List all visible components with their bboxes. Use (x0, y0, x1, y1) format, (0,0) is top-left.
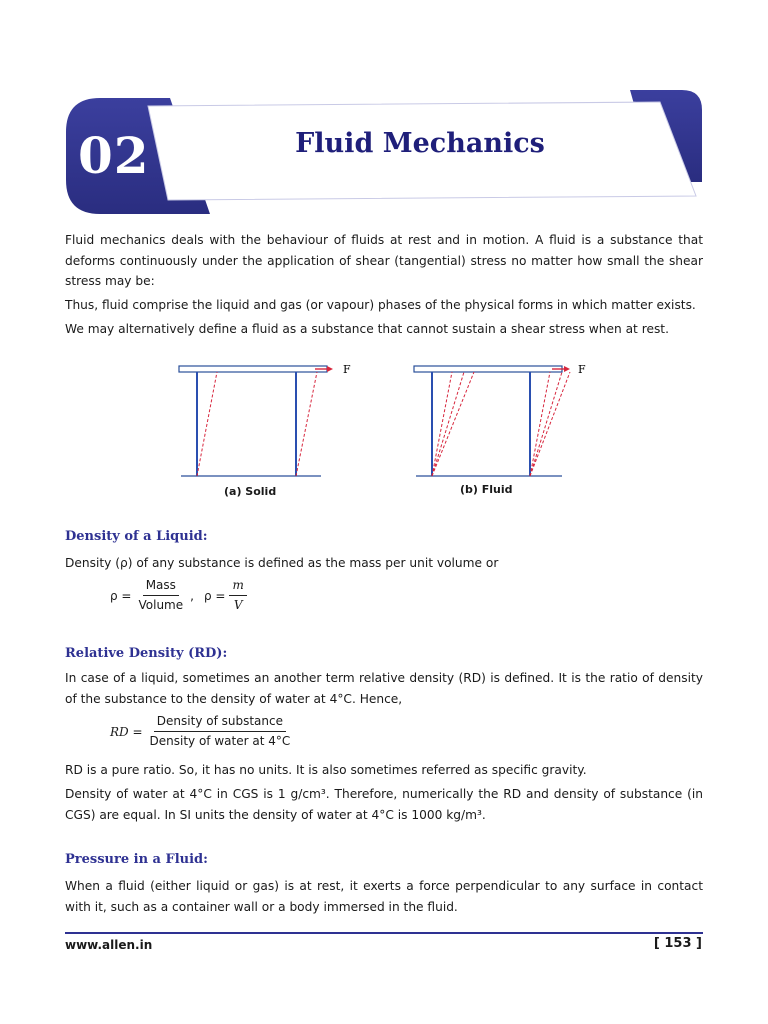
relative-density-formula (110, 714, 293, 749)
rd-lhs: RD = (110, 724, 143, 739)
density-text: Density (ρ) of any substance is defined as the mass per unit volume or (65, 556, 499, 570)
formula-separator: , (190, 588, 194, 603)
fluid-shear-diagram (410, 360, 595, 485)
rho-symbol-2: ρ = (203, 588, 226, 603)
density-heading: Density of a Liquid: (65, 529, 208, 544)
solid-shear-diagram (175, 360, 360, 485)
chapter-number: 02 (78, 126, 150, 185)
force-label-a: F (343, 363, 351, 376)
rd-note: RD is a pure ratio. So, it has no units. It is also sometimes referred as specific gravity. (65, 763, 587, 777)
intro-paragraph-1: Fluid mechanics deals with the behaviour of fluids at rest and in motion. A fluid is a substance that deforms continuously under the application of shear (tangential) stress no matter how small the shear stress may be: (65, 233, 703, 288)
rho-symbol-1: ρ = (110, 588, 132, 603)
m-v-fraction (229, 578, 246, 613)
density-formula (110, 578, 247, 613)
fluid-caption: (b) Fluid (460, 483, 513, 496)
website-link[interactable]: www.allen.in (65, 938, 153, 952)
rd-fraction (147, 714, 294, 749)
chapter-title: Fluid Mechanics (295, 128, 545, 159)
fraction-numerator: Mass (143, 578, 179, 596)
relative-density-text: In case of a liquid, sometimes an another term relative density (RD) is defined. It is the ratio of density of the substance to the density of water at 4°C. Hence, (65, 671, 703, 706)
pressure-heading: Pressure in a Fluid: (65, 852, 208, 867)
relative-density-heading: Relative Density (RD): (65, 646, 228, 661)
pressure-text: When a fluid (either liquid or gas) is at rest, it exerts a force perpendicular to any surface in contact with it, such as a container wall or a body immersed in the fluid. (65, 879, 703, 914)
fraction-numerator: m (229, 578, 246, 596)
page-number: [ 153 ] (653, 936, 702, 951)
water-density-text: Density of water at 4°C in CGS is 1 g/cm³. Therefore, numerically the RD and density of substance (in CGS) are equal. In SI units the density of water at 4°C is 1000 kg/m³. (65, 787, 703, 822)
solid-caption: (a) Solid (224, 485, 277, 498)
intro-paragraph-2: Thus, fluid comprise the liquid and gas (or vapour) phases of the physical forms in which matter exists. (65, 298, 696, 312)
intro-paragraph-3: We may alternatively define a fluid as a substance that cannot sustain a shear stress when at rest. (65, 322, 669, 336)
fraction-denominator: Volume (138, 598, 184, 612)
footer-divider (65, 932, 703, 934)
fraction-denominator: V (233, 598, 243, 612)
fraction-numerator: Density of substance (154, 714, 286, 732)
fraction-denominator: Density of water at 4°C (149, 734, 291, 748)
mass-volume-fraction (136, 578, 187, 613)
force-label-b: F (578, 363, 586, 376)
